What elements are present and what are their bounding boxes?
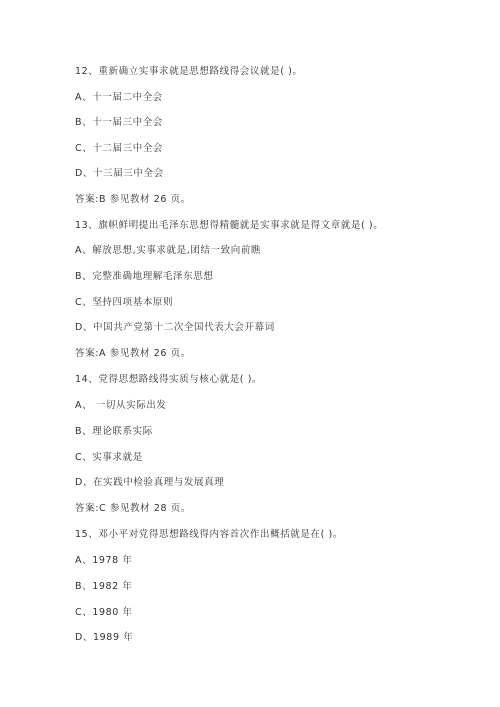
question-13-stem: 13、旗帜鲜明提出毛泽东思想得精髓就是实事求就是得文章就是( )。: [75, 220, 384, 231]
question-14-stem: 14、党得思想路线得实质与核心就是( )。: [75, 374, 263, 385]
question-15-option-b: B、1982 年: [75, 581, 133, 592]
question-15-option-a: A、1978 年: [75, 555, 133, 566]
question-12-option-d: D、十三届三中全会: [75, 168, 164, 179]
question-12-option-c: C、十二届三中全会: [75, 143, 164, 154]
question-14-answer: 答案:C 参见教材 28 页。: [75, 503, 191, 514]
question-14-option-d: D、在实践中检验真理与发展真理: [75, 477, 225, 488]
question-14-option-b: B、理论联系实际: [75, 426, 153, 437]
question-14-option-a: A、 一切从实际出发: [75, 400, 167, 411]
question-15-stem: 15、邓小平对党得思想路线得内容首次作出概括就是在( )。: [75, 529, 343, 540]
question-12-option-a: A、十一届二中全会: [75, 92, 163, 103]
question-14-option-c: C、实事求就是: [75, 452, 143, 463]
question-12-stem: 12、重新确立实事求就是思想路线得会议就是( )。: [75, 66, 303, 77]
question-13-option-d: D、中国共产党第十二次全国代表大会开幕词: [75, 322, 275, 333]
question-12-answer: 答案:B 参见教材 26 页。: [75, 194, 191, 205]
question-15-option-d: D、1989 年: [75, 632, 134, 643]
question-13-option-c: C、坚持四项基本原则: [75, 297, 174, 308]
question-13-option-b: B、完整准确地理解毛泽东思想: [75, 271, 214, 282]
question-13-answer: 答案:A 参见教材 26 页。: [75, 348, 191, 359]
question-15-option-c: C、1980 年: [75, 607, 133, 618]
question-13-option-a: A、解放思想,实事求就是,团结一致向前瞧: [75, 245, 262, 256]
question-12-option-b: B、十一届三中全会: [75, 117, 163, 128]
